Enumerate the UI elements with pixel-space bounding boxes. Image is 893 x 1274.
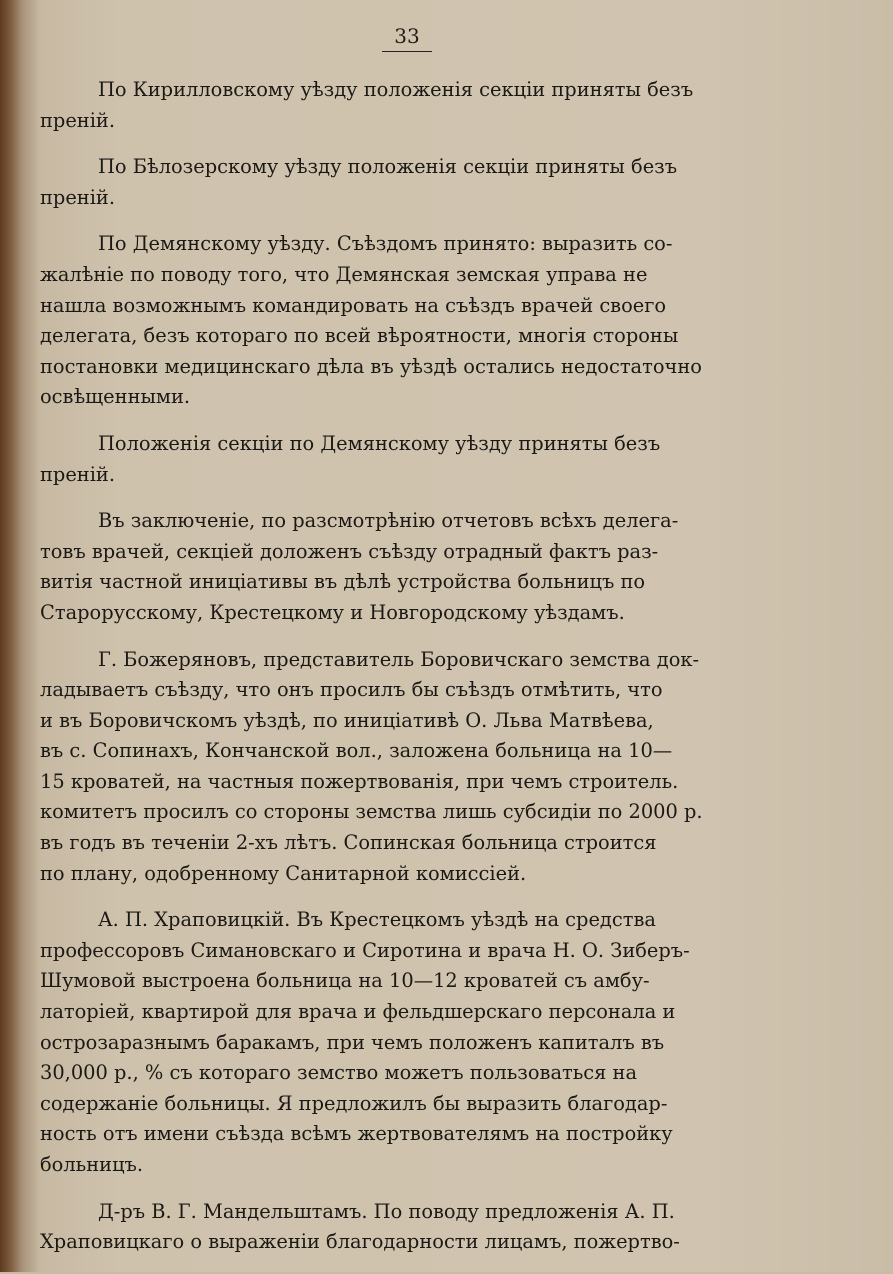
text-line: ность отъ имени съѣзда всѣмъ жертвователямъ на постройку: [40, 1122, 673, 1146]
text-line: товъ врачей, секціей доложенъ съѣзду отрадный фактъ раз-: [40, 539, 659, 563]
text-line: 30,000 р., % съ котораго земство можетъ пользоваться на: [40, 1061, 638, 1085]
text-line: преній.: [40, 108, 116, 132]
paragraph: [40, 229, 762, 413]
text-line: и въ Боровичскомъ уѣздѣ, по иниціативѣ О. Льва Матвѣева,: [40, 708, 654, 732]
text-line: преній.: [40, 462, 116, 486]
text-line: Въ заключеніе, по разсмотрѣнію отчетовъ всѣхъ делега-: [98, 509, 679, 533]
text-line: По Демянскому уѣзду. Съѣздомъ принято: выразить со-: [98, 232, 673, 256]
text-line: жалѣніе по поводу того, что Демянская земская управа не: [40, 262, 648, 286]
text-line: Положенія секціи по Демянскому уѣзду приняты безъ: [98, 431, 661, 455]
paragraph: [40, 506, 762, 628]
text-line: По Кирилловскому уѣзду положенія секціи приняты безъ: [98, 78, 694, 101]
text-line: освѣщенными.: [40, 385, 191, 409]
text-line: По Бѣлозерскому уѣзду положенія секціи приняты безъ: [98, 155, 678, 179]
text-line: Д-ръ В. Г. Мандельштамъ. По поводу предложенія А. П.: [98, 1199, 675, 1223]
text-line: витія частной иниціативы въ дѣлѣ устройства больницъ по: [40, 570, 646, 594]
paragraph: [40, 152, 762, 213]
text-line: латоріей, квартирой для врача и фельдшерскаго персонала и: [40, 1000, 676, 1024]
text-line: профессоровъ Симановскаго и Сиротина и врача Н. О. Зиберъ-: [40, 938, 690, 962]
text-line: 15 кроватей, на частныя пожертвованія, при чемъ строитель.: [40, 769, 679, 793]
body-text: [40, 75, 762, 1274]
paragraph: [40, 905, 762, 1180]
page-number: 33: [382, 24, 432, 52]
text-line: делегата, безъ котораго по всей вѣроятности, многія стороны: [40, 324, 679, 348]
text-line: больницъ.: [40, 1153, 144, 1176]
text-line: А. П. Храповицкій. Въ Крестецкомъ уѣздѣ на средства: [98, 908, 656, 932]
paragraph: [40, 75, 762, 136]
text-line: комитетъ просилъ со стороны земства лишь субсидіи по 2000 р.: [40, 800, 703, 824]
text-line: Г. Божеряновъ, представитель Боровичскаго земства док-: [98, 647, 700, 671]
text-line: ладываетъ съѣзду, что онъ просилъ бы съѣздъ отмѣтить, что: [40, 678, 663, 702]
text-line: острозаразнымъ баракамъ, при чемъ положенъ капиталъ въ: [40, 1030, 665, 1054]
text-line: Старорусскому, Крестецкому и Новгородскому уѣздамъ.: [40, 600, 625, 624]
text-line: преній.: [40, 185, 116, 209]
paragraph: [40, 645, 762, 890]
text-line: постановки медицинскаго дѣла въ уѣздѣ остались недостаточно: [40, 354, 702, 378]
paragraph: [40, 1197, 762, 1258]
text-line: Храповицкаго о выраженіи благодарности лицамъ, пожертво-: [40, 1230, 680, 1254]
text-line: въ с. Сопинахъ, Кончанской вол., заложена больница на 10—: [40, 739, 673, 763]
text-line: въ годъ въ теченіи 2-хъ лѣтъ. Сопинская больница строится: [40, 831, 657, 855]
text-line: Шумовой выстроена больница на 10—12 кроватей съ амбу-: [40, 969, 650, 993]
text-line: нашла возможнымъ командировать на съѣздъ врачей своего: [40, 293, 667, 317]
text-line: содержаніе больницы. Я предложилъ бы выразить благодар-: [40, 1091, 668, 1115]
paragraph: [40, 429, 762, 490]
text-line: по плану, одобренному Санитарной комиссіей.: [40, 861, 527, 885]
